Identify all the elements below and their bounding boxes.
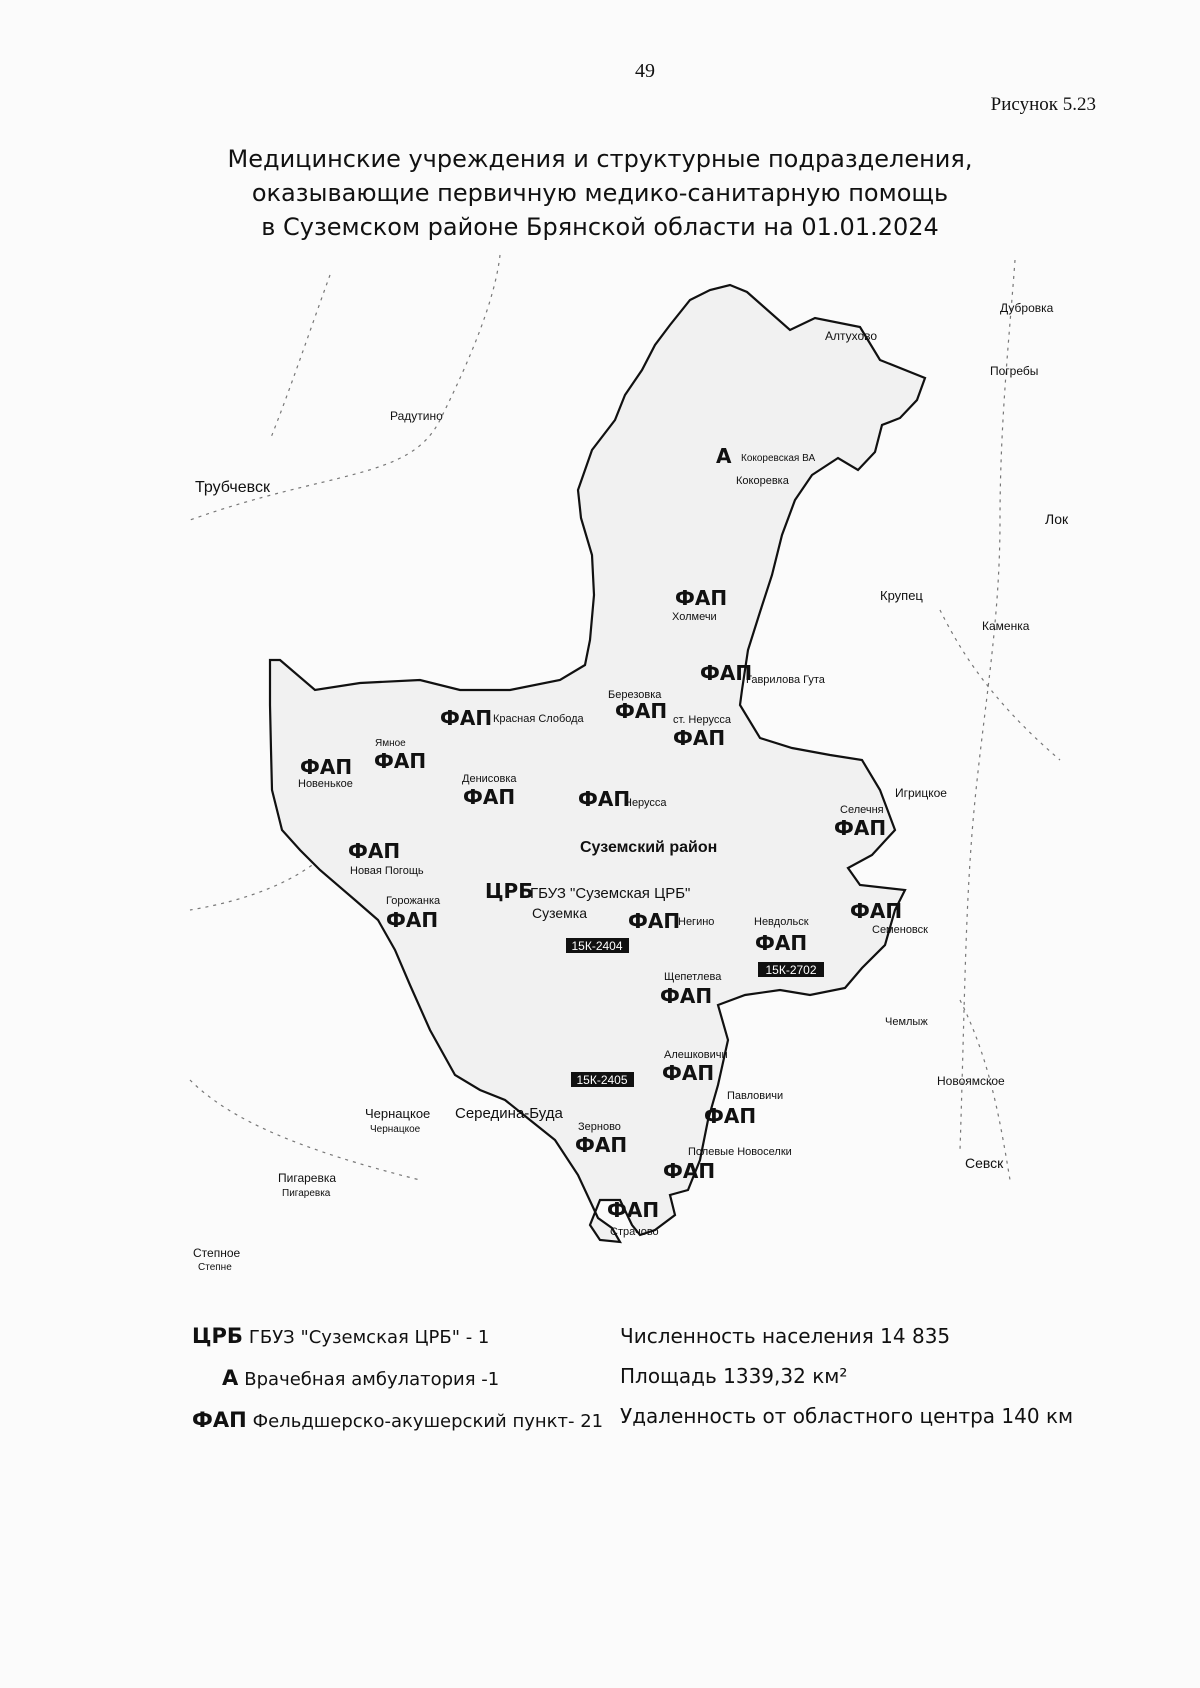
fap-symbol: ФАП — [850, 899, 903, 923]
place-label: Чернацкое — [370, 1124, 421, 1135]
page-number: 49 — [635, 60, 655, 82]
district-stats — [620, 1324, 1073, 1428]
va-symbol: А — [716, 444, 732, 468]
fap-nevdolsk — [754, 916, 809, 955]
fap-symbol: ФАП — [463, 785, 516, 809]
title-line-2: оказывающие первичную медико-санитарную помощь — [251, 179, 949, 207]
place-label: Севск — [965, 1155, 1004, 1171]
crb-town: Суземка — [532, 905, 588, 921]
place-label: Чемлыж — [885, 1016, 928, 1028]
place-label: Игрицкое — [895, 786, 947, 800]
fap-village: Невдольск — [754, 916, 809, 928]
road-label: 15К-2404 — [571, 939, 623, 953]
legend — [192, 1324, 603, 1432]
fap-village: Денисовка — [462, 773, 517, 785]
place-label: Радутино — [390, 409, 443, 423]
va-village: Кокоревка — [736, 475, 789, 487]
legend-crb — [192, 1324, 603, 1348]
fap-symbol: ФАП — [578, 787, 631, 811]
legend-fap-symbol: ФАП — [192, 1408, 247, 1432]
fap-village: Селечня — [840, 804, 884, 816]
fap-village: Холмечи — [672, 611, 717, 623]
stat-distance: Удаленность от областного центра 140 км — [620, 1404, 1074, 1428]
fap-symbol: ФАП — [662, 1061, 715, 1085]
place-label: Новоямское — [937, 1074, 1005, 1088]
fap-symbol: ФАП — [386, 908, 439, 932]
fap-symbol: ФАП — [663, 1159, 716, 1183]
fap-village: Щепетлева — [664, 971, 722, 983]
place-label: Алтухово — [825, 329, 878, 343]
place-label: Лок — [1045, 511, 1069, 527]
fap-gavrilova-guta — [700, 661, 826, 686]
road-label: 15К-2702 — [765, 963, 817, 977]
fap-village: Березовка — [608, 689, 662, 701]
district-name: Суземский район — [580, 839, 718, 856]
place-label: Пигаревка — [278, 1171, 337, 1185]
fap-village: Зерново — [578, 1121, 621, 1133]
fap-gorozhanka — [386, 895, 441, 932]
fap-village: Нерусса — [624, 797, 667, 809]
fap-symbol: ФАП — [300, 755, 353, 779]
fap-village: Красная Слобода — [493, 713, 584, 725]
stat-population: Численность населения 14 835 — [620, 1324, 951, 1348]
fap-village: Новая Погощь — [350, 865, 424, 877]
fap-symbol: ФАП — [834, 816, 887, 840]
legend-va — [192, 1366, 603, 1390]
title-line-3: в Суземском районе Брянской области на 01.01.2024 — [261, 213, 939, 241]
fap-village: Ямное — [375, 738, 406, 749]
fap-village: Гаврилова Гута — [746, 674, 825, 686]
fap-village: Полевые Новоселки — [688, 1146, 792, 1158]
place-label: Трубчевск — [195, 479, 270, 496]
legend-fap — [192, 1408, 603, 1432]
place-label: Чернацкое — [365, 1106, 431, 1121]
place-label: Середина-Буда — [455, 1105, 563, 1122]
fap-symbol: ФАП — [704, 1104, 757, 1128]
fap-village: Алешковичи — [664, 1049, 728, 1061]
fap-symbol: ФАП — [440, 706, 493, 730]
fap-village: Семеновск — [872, 924, 928, 936]
place-label: Каменка — [982, 619, 1030, 633]
figure-label: Рисунок 5.23 — [990, 94, 1096, 115]
fap-berezovka — [608, 689, 667, 723]
place-label: Дубровка — [1000, 301, 1054, 315]
crb-label: ГБУЗ "Суземская ЦРБ" — [530, 885, 691, 902]
fap-village: Негино — [678, 916, 715, 928]
place-label: Степное — [193, 1246, 241, 1260]
place-label: Пигаревка — [282, 1188, 331, 1199]
legend-crb-text: ГБУЗ "Суземская ЦРБ" - 1 — [248, 1327, 490, 1348]
fap-symbol: ФАП — [348, 839, 401, 863]
fap-symbol: ФАП — [607, 1198, 660, 1222]
fap-village: Горожанка — [386, 895, 441, 907]
fap-strachovo — [607, 1198, 659, 1238]
fap-symbol: ФАП — [675, 586, 728, 610]
fap-symbol: ФАП — [700, 661, 753, 685]
va-label: Кокоревская ВА — [741, 453, 816, 464]
fap-symbol: ФАП — [575, 1133, 628, 1157]
fap-village: Страчово — [610, 1226, 659, 1238]
fap-st-nerussa — [673, 714, 732, 750]
legend-crb-symbol: ЦРБ — [192, 1324, 243, 1348]
crb-symbol: ЦРБ — [485, 879, 534, 903]
fap-novenkoe — [298, 755, 353, 790]
stat-area: Площадь 1339,32 км² — [620, 1364, 848, 1388]
fap-symbol: ФАП — [628, 909, 681, 933]
fap-village: Новенькое — [298, 778, 353, 790]
place-label: Погребы — [990, 364, 1039, 378]
place-label: Степне — [198, 1262, 232, 1273]
fap-symbol: ФАП — [673, 726, 726, 750]
fap-village: Павловичи — [727, 1090, 784, 1102]
fap-denisovka — [462, 773, 517, 809]
legend-va-text: Врачебная амбулатория -1 — [244, 1369, 500, 1390]
legend-va-symbol: А — [222, 1366, 239, 1390]
fap-symbol: ФАП — [615, 699, 668, 723]
district-boundary — [270, 285, 925, 1242]
place-label: Крупец — [880, 588, 923, 603]
legend-fap-text: Фельдшерско-акушерский пункт- 21 — [252, 1411, 604, 1432]
fap-selechnya — [834, 804, 886, 840]
fap-village: ст. Нерусса — [673, 714, 731, 726]
fap-symbol: ФАП — [755, 931, 808, 955]
fap-symbol: ФАП — [374, 749, 427, 773]
fap-symbol: ФАП — [660, 984, 713, 1008]
title-line-1: Медицинские учреждения и структурные подразделения, — [227, 145, 973, 173]
road-label: 15К-2405 — [576, 1073, 628, 1087]
fap-zernovo — [575, 1121, 627, 1157]
